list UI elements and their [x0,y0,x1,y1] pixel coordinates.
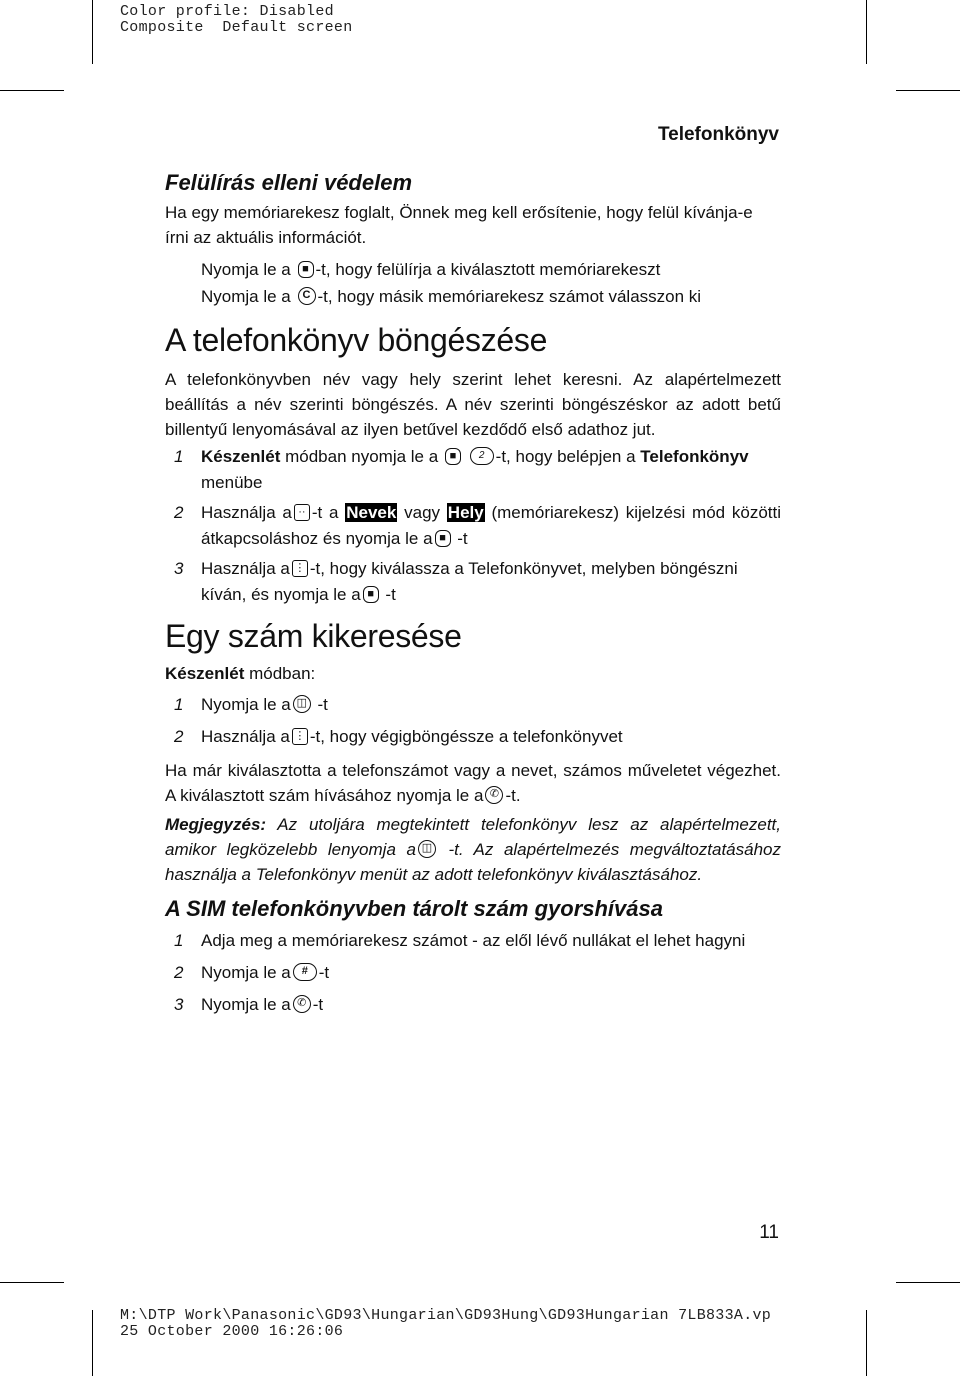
section-paragraph: Ha már kiválasztotta a telefonszámot vagy a nevet, számos műveletet végezhet. A kiválasztott szám hívásához nyomja le a ✆ -t. [165,761,781,805]
step-item: 1 Készenlét módban nyomja le a ■ 2 -t, hogy belépjen a Telefonkönyv menübe [174,447,749,492]
note-paragraph: Megjegyzés: Az utoljára megtekintett telefonkönyv lesz az alapértelmezett, amikor legközelebb lenyomja a ◫ -t. Az alapértelmezés megváltoztatásához használja a Telefonkönyv menüt az adott telefonkönyv kiválasztásához. [165,815,781,884]
color-profile-text: Color profile: Disabled [120,3,334,20]
crop-mark [866,1310,867,1376]
section-title: A SIM telefonkönyvben tárolt szám gyorshívása [165,896,663,921]
left-right-nav-icon: ·· [294,504,310,521]
crop-mark [896,1282,960,1283]
file-path-text: M:\DTP Work\Panasonic\GD93\Hungarian\GD93Hung\GD93Hungarian 7LB833A.vp [120,1307,772,1324]
step-item: 1 Adja meg a memóriarekesz számot - az elől lévő nullákat el lehet hagyni [174,931,746,950]
c-key-icon: C [298,287,316,305]
ok-key-icon: ■ [298,261,314,278]
print-date-text: 25 October 2000 16:26:06 [120,1323,344,1340]
crop-mark [92,0,93,64]
step-item: 2 Használja a ⋮ -t, hogy végigböngéssze a telefonkönyvet [174,727,623,746]
page-number: 11 [759,1222,779,1243]
section-title: Felülírás elleni védelem [165,170,413,195]
location-mode-label: Hely [447,503,484,522]
ok-key-icon: ■ [445,448,461,465]
ok-key-icon: ■ [435,530,451,547]
crop-mark [0,90,64,91]
2abc-key-icon: 2 [470,447,494,465]
composite-text: Composite Default screen [120,19,353,36]
section-intro: Ha egy memóriarekesz foglalt, Önnek meg kell erősítenie, hogy felül kívánja-e írni az aktuális információt. [165,203,753,247]
section-overwrite [165,170,781,310]
instruction-line: Nyomja le a ■ -t, hogy felülírja a kiválasztott memóriarekeszt [201,260,661,279]
section-intro: A telefonkönyvben név vagy hely szerint lehet keresni. Az alapértelmezett beállítás a név szerinti böngészés. A név szerinti böngészéskor az adott betű billentyű lenyomásával az ilyen betűvel kezdődő első adathoz jut. [165,370,781,439]
section-browse [165,322,781,608]
print-info-bottom [120,1308,771,1340]
step-item: 3 Nyomja le a ✆ -t [174,995,324,1014]
call-key-icon: ✆ [293,995,311,1013]
up-down-nav-icon: ⋮ [292,728,308,745]
up-down-nav-icon: ⋮ [292,560,308,577]
crop-mark [92,1310,93,1376]
hash-key-icon: # [293,963,317,981]
step-item: 2 Nyomja le a # -t [174,963,330,982]
crop-mark [0,1282,64,1283]
step-item: 3 Használja a ⋮ -t, hogy kiválassza a Telefonkönyvet, melyben böngészni kíván, és nyomja le a ■ -t [174,559,738,604]
step-item: 2 Használja a ·· -t a Nevek vagy Hely (memóriarekesz) kijelzési mód közötti átkapcsoláshoz és nyomja le a ■ -t [174,503,781,548]
crop-mark [866,0,867,64]
names-mode-label: Nevek [346,503,397,522]
instruction-line: Nyomja le a C -t, hogy másik memóriarekesz számot válasszon ki [201,287,702,306]
chapter-header: Telefonkönyv [657,124,779,145]
call-key-icon: ✆ [485,786,503,804]
section-sim [165,896,781,1018]
section-title: Egy szám kikeresése [165,618,462,654]
section-find [165,618,781,887]
crop-mark [896,90,960,91]
section-title: A telefonkönyv böngészése [165,322,548,358]
phonebook-key-icon: ◫ [418,840,436,858]
mode-line: Készenlét módban: [165,664,316,683]
step-item: 1 Nyomja le a ◫ -t [174,695,328,714]
phonebook-key-icon: ◫ [293,695,311,713]
ok-key-icon: ■ [363,586,379,603]
print-info-top [120,4,353,36]
